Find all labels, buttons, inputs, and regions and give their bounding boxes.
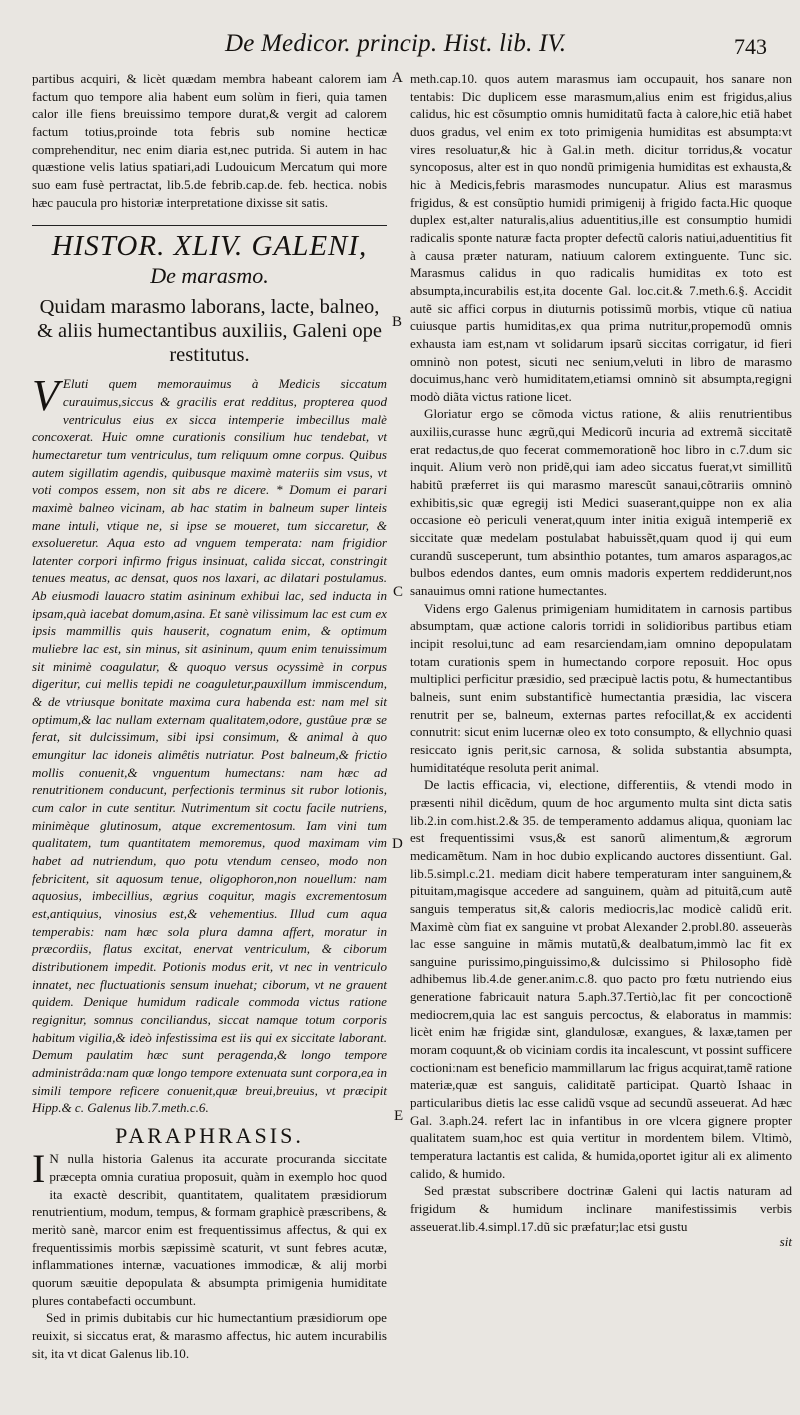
margin-letter-c: C: [393, 584, 404, 600]
history-title: HISTOR. XLIV. GALENI,: [32, 225, 387, 262]
paraphrasis-dropcap: I: [32, 1146, 46, 1192]
margin-letter-b: B: [392, 314, 403, 330]
margin-letter-d: D: [392, 836, 403, 852]
right-paragraph-4: De lactis efficacia, vi, electione, differentiis, & vtendi modo in præsenti nihil dicẽdum, quum de hoc argumento multa sint dicta satis lib.2.in com.hist.2.& 35. de temperamento addamus aliqua, quoniam lac est frequentissimi vsus,& est sanorũ alimentum,& ægrorum medicamẽtum. Nam in hoc dubio explicando auctores dissentiunt. Gal. lib.5.simpl.c.21. mediam dicit habere temperaturam inter sanguinem,& pituitam,magisque accedere ad sanguinem, quàm ad pituitã,cum autẽ sanguis temperatus sit,& caloris mediocris,lac modicè calidũ erit. Maximè cùm fiat ex sanguine vt probat Alexander 2.probl.80. asseueràs lac esse sanguine in mãmis mutatũ,& dealbatum,immò lac fit ex sanguine purissimo,pinguissimo,& dulcissimo si Philosopho fidè adhibemus lib.4.de gener.anim.c.8. quo pacto pro fœtu nutriendo eius generatione fabricauit natura 5.aph.37.Tertiò,lac fit per concoctionẽ mediocrem,quia lac est sanguis percoctus, & elaboratus in mammis: licèt enim hæ frigidæ sint, glandulosæ, exangues, & laxæ,tamen per moram coquunt,& ob viciniam cordis ita incalescunt, vt possint sufficere coctioni:nam est beneficio mammillarum lac frigus acquirat,tamẽ ratione materiæ,quæ est sanguis, caliditatẽ participat. Quartò Ishaac in particularibus dietis lac esse calidũ vsque ad secundũ asseuerat. Ad hæc Gal. 3.aph.24. refert lac in infantibus in ore vlcera gignere propter qualitatem suam,hoc est quia vertitur in mordentem bilem. Vltimò, temperatura lactantis est calida, & humida,oportet igitur ali ex alimento calido, & humido.: [410, 777, 792, 1181]
history-subtitle: De marasmo.: [150, 263, 269, 289]
right-paragraph-5: Sed præstat subscribere doctrinæ Galeni qui lactis naturam ad frigidum & humidum inclinare manifestissimis verbis asseuerat.lib.4.simpl.17.dũ sic præfatur;lac etsi gustu: [410, 1183, 792, 1234]
history-summary: Quidam marasmo laborans, lacte, balneo, & aliis humectantibus auxiliis, Galeni ope restitutus.: [36, 296, 383, 367]
galen-quote-text: Eluti quem memorauimus à Medicis siccatum curauimus,siccus & gracilis erat redditus, propterea quod ventriculus eius ex sicca intemperie imbecillus malè concoxerat. Huic omne curationis consilium huc tendebat, vt humectaretur tum ventriculus, tum reliquum omne corpus. Quibus autem sigillatim agendis, quibusque maximè materiis sim vsus, vt voti compos essem, non sit abs re dicere. * Domum ei parari maximè balneo vicinam, ab hac statim in balneum super linteis mane intuli, vtique ne, si ipse se moueret, tum siccaretur, & exsolueretur. Aqua esto ad vnguem temperata: nam frigidior latenter corpori infirmo frigus insinuat, calida siccat, constringit tenues meatus, ac densat, quos nos laxari, ac dilatari postulamus. Ab eiusmodi lauacro statim asininum exhibui lac, sed inducta in ipsam,quà iacebat domum,asina. Et sanè vilissimum lac est cum ex ipsis mammillis quis hauserit, cognatum enim, & optimum muliebre lac est, sin minus, sit asininum, quum enim tenuissimum sit minimè coagulatur, & quoquo versus ocyssimè in corpus digeritur, cui mellis tepidi ne coaguletur,pauxillum immiscendum, & de vtriusque bonitate maxima cura habenda est: nam mel sit optimum,& lac nullam externam qualitatem,odore, gustûue præ se ferat, sit dulcissimum, sibi ipsi consimum, & animal à quo emungitur lac idoneis alimêtis nutriatur. Post balneum,& frictio mollis conuenit,& vnguentum humectans: nam hæc ad renutritionem conducunt, perfectionis terminus sit rubor lotionis, cum calor in cute sentitur. Nutrimentum sit coctu facile nutriens, minimèque glutinosum, atque excrementosum. Iam vini tum qualitatem, tum quantitatem memoremus, quod maximam vim habet ad nutriendum, quo potu vtendum censeo, modo non febricitent, sit aquosum tenue, oligophoron,non nouellum: nam aquosius, imbecillius, ægrius coquitur, magis excrementosum est,antiquius, vinosius est,& vehementius. Illud cum aqua temperabis: nam hæc sola plura damna affert, moratur in præcordiis, flatus excitat, enervat ventriculum, & ciborum distributionem impedit. Potionis modus erit, vt nec in ventriculo innatet, nec fluctuationis sensum inuehat; ciborum, vt ne grauent quidem. Denique humidum radicale commoda victus ratione regignitur, somnus conciliandus, siccat namque totum corporis habitum vigilia,& ideò infestissima est iis qui ex siccitate laborant. Demum paulatim hæc sunt peragenda,& longo tempore administrâda:nam quæ longo tempore extenuata sunt corpora,ea in simili tempore reficere conuenit,quæ breui,breuius, vt præcipit Hipp.& c. Galenus lib.7.meth.c.6.: [32, 376, 387, 1116]
left-column: [32, 70, 387, 1362]
catchword: sit: [779, 1234, 792, 1250]
running-title: De Medicor. princip. Hist. lib. IV.: [225, 30, 567, 57]
right-paragraph-2: Gloriatur ergo se cõmoda victus ratione, & aliis renutrientibus auxiliis,curasse hunc ægrũ,qui Medicorũ incuria ad extremã siccitatẽ erat redactus,de quo fecerat commemorationẽ hoc libro in c.7.dum sic inquit. Alium verò non pridẽ,qui iam adeo siccatus fuerat,vt simillitũ habitũ præferret iis qui marasmo marescũt sanaui,cõtrariis omninò exhibitis,sic quæ egregij isti Medici suaserant,quippe non ex alia occasione eò periculi venerat,quum inter initia exiguã intemperiẽ ex siccitate quæ medelam postulabat habuissẽt,quam quod ij qui eum curandũ susceperunt, tum absinthio potantes, tum amaros asparagos,ac bulbos edendos dantes, eum omnis madoris expertem reddiderunt,nos sanauimus omni ratione humectantes.: [410, 406, 792, 599]
paraphrasis-text-1: N nulla historia Galenus ita accurate procuranda siccitate præcepta omnia curatiua proposuit, quàm in exemplo hoc quod ita exactè describit, quantitatem, qualitatem præsidiorum renutrientium, modum, tempus, & formam graphicè præscribens, & meritò sanè, marcor enim est frequentissimus affectus, & qui ex frequentissimis morbis sæpissimè scaturit, vt sunt febres acutæ, inflammationes internæ, vacuationes immodicæ, & alij morbi quorum sæuitie depopulata & absumpta primigenia humiditate plures contabefacti occumbunt.: [32, 1151, 387, 1308]
right-paragraph-1: meth.cap.10. quos autem marasmus iam occupauit, hos sanare non tentabis: Dic duplicem esse marasmum,alius enim est frigidus,alius calidus, hic est cõsumptio omnis humiditatũ facta à calore,hic etiã habet duos gradus, vel enim ex toto primigenia humiditas est absumpta:vt vires resoluatur,& hic à Gal.in meth. dicitur torridus,& vocatur syncoposus, alter est in quo nondũ primigenia humiditas est exhausta,& hic à Medicis,febris marasmodes nuncupatur. Alius est marasmus frigidus, & est consũptio humidi primigenij à frigido facta.Hic quoque duplex est,alter naturalis,alius aduentitius,ille est consumptio humidi radicalis sponte naturæ facta propter defectũ caloris natiui,aduentitius fit à causa præter naturam, natiuum calorem extinguente. Tunc sic. Marasmus calidus in quo radicalis humiditas ex toto est absumpta,incurabilis est,ita docente Gal. loc.cit.& 7.meth.6.§. Accidit autẽ sic affici corpus in diuturnis potissimũ morbis, vtique cũ natiua cuiusque partis humiditas,ex qua prima nutritur,propemodũ omnis exhausta iam est,nam vt solidarum ipsarũ siccitas corrigatur, id fieri omninò non potest, sicuti nec senium,veluti in libro de marasmo docuimus,hanc verò humiditatem,etiamsi omninò sit absumpta,regigni modò diãta victus ratione licet.: [410, 71, 792, 404]
margin-letter-a: A: [392, 70, 403, 86]
paraphrasis-paragraph-2: Sed in primis dubitabis cur hic humectantium præsidiorum ope reuixit, si siccatus erat, & marasmo affectus, hic autem incurabilis sit, ita vt dicat Galenus lib.10.: [32, 1310, 387, 1361]
right-column: [410, 70, 792, 1251]
paraphrasis-heading: PARAPHRASIS.: [115, 1122, 304, 1148]
paraphrasis-paragraph-1: [32, 1146, 387, 1309]
page-number: 743: [734, 34, 767, 59]
galen-quote: [32, 371, 387, 1117]
right-paragraph-3: Videns ergo Galenus primigeniam humiditatem in carnosis partibus absumptam, quæ actione caloris torridi in solidioribus partibus etiam incipit resolui,tunc ad eam resarciendam,iam omnino depopulatam totam curationis spem in humectando corpore reposuit. Hoc opus multiplici perficitur præsidio, sed præcipuè lactis potu, & humectantibus balneis, sunt enim substantificè humectantia præsidia, lac viscera renutrit per se, balneum, externas partes refocillat,& ex accidenti connutrit: sicut enim lucernæ oleo ex toto consumpto, & ellychnio quasi resiccato ignis perit,sic carnosa, & solida substantia absumpta, humiditatéque resoluta perit animal.: [410, 600, 792, 775]
margin-letter-e: E: [394, 1108, 404, 1124]
intro-paragraph: partibus acquiri, & licèt quædam membra habeant calorem iam factum quo tempore alia habent eum solùm in fieri, quia tamen calor ille fiens breuissimo tempore durat,& vergit ad calorem factum totius,proinde tota febris sub nomine hecticæ comprehenditur, nec enim diaria est,nec putrida. Si autem in hac quæstione velis latius spatiari,adi Ludouicum Mercatum qui more suo eam fusè pertractat, lib.5.de febrib.cap.de. feb. hectica. nobis hæc paucula pro historiæ interpretatione dixisse sit satis.: [32, 71, 387, 210]
galen-dropcap: V: [32, 371, 59, 421]
page-header: [0, 30, 800, 70]
